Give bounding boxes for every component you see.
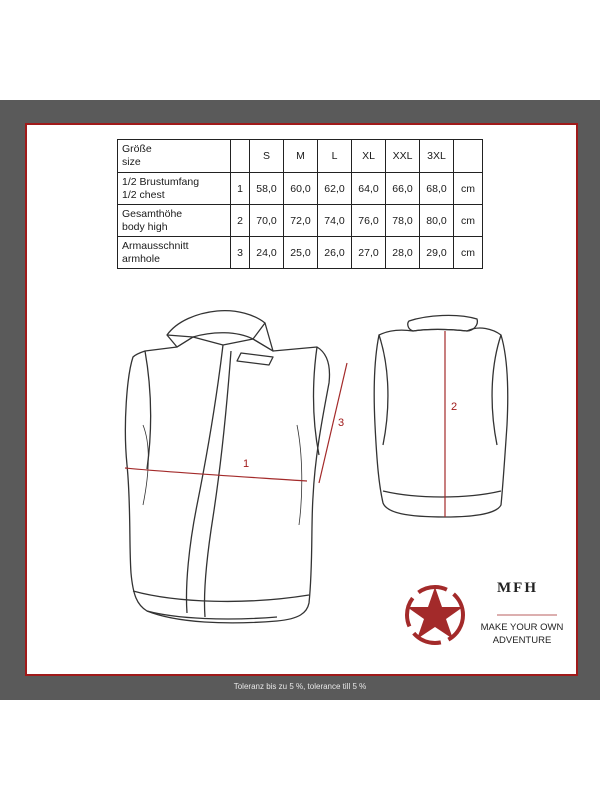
row-label: Armausschnitt armhole — [118, 237, 231, 269]
size-l: L — [318, 140, 352, 173]
height-measure-label: 2 — [451, 401, 458, 413]
size-xl: XL — [352, 140, 386, 173]
tolerance-note: Toleranz bis zu 5 %, tolerance till 5 % — [0, 680, 600, 700]
size-xxl: XXL — [386, 140, 420, 173]
size-chart-card — [25, 123, 578, 676]
logo-star-icon — [407, 587, 463, 643]
table-row: Gesamthöhe body high 2 70,0 72,0 74,0 76,0 78,0 80,0 cm — [118, 205, 483, 237]
chest-measure-line — [125, 468, 307, 481]
measurement-lines — [125, 331, 445, 517]
brand-tagline-1: MAKE YOUR OWN — [480, 622, 564, 633]
table-row: Armausschnitt armhole 3 24,0 25,0 26,0 27,0 28,0 29,0 cm — [118, 237, 483, 269]
row-label: 1/2 Brustumfang 1/2 chest — [118, 173, 231, 205]
brand-name: MFH — [497, 580, 538, 596]
size-header-label: Größe size — [118, 140, 231, 173]
vest-front-drawing — [125, 311, 329, 623]
vest-back-drawing — [374, 315, 508, 517]
brand-tagline-2: ADVENTURE — [492, 635, 552, 646]
table-row: 1/2 Brustumfang 1/2 chest 1 58,0 60,0 62,0 64,0 66,0 68,0 cm — [118, 173, 483, 205]
size-m: M — [284, 140, 318, 173]
armhole-measure-label: 3 — [338, 417, 345, 429]
size-3xl: 3XL — [420, 140, 454, 173]
row-label: Gesamthöhe body high — [118, 205, 231, 237]
size-s: S — [250, 140, 284, 173]
chest-measure-label: 1 — [243, 458, 250, 470]
